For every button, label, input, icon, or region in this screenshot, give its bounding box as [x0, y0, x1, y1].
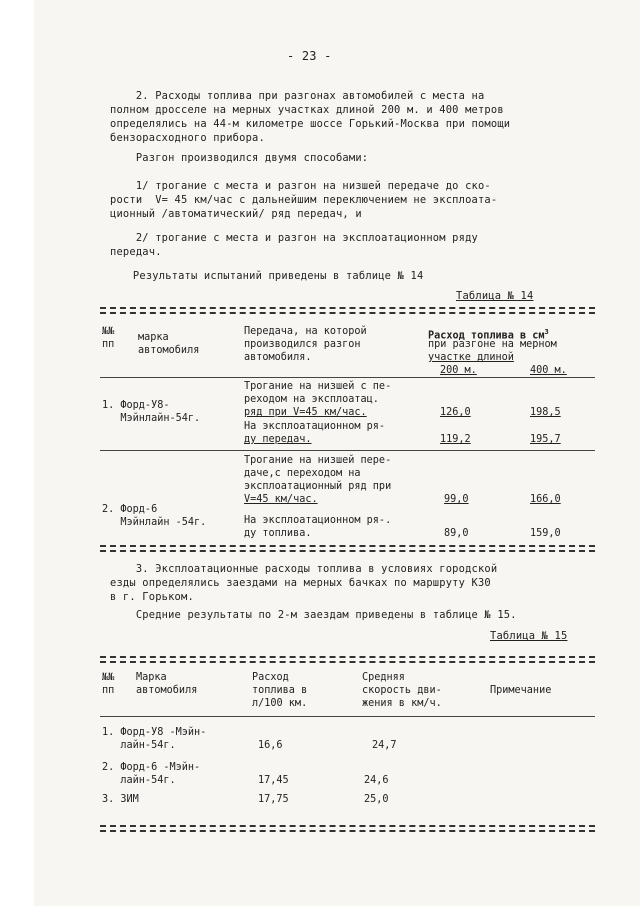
table-rule — [100, 450, 595, 451]
row-brand: 3. ЗИМ — [102, 794, 139, 805]
table-rule — [100, 825, 595, 827]
row-gear: V=45 км/час. — [244, 494, 318, 505]
text-line: бензорасходного прибора. — [110, 132, 265, 144]
table-rule — [100, 716, 595, 717]
row-gear: ду топлива. — [244, 528, 312, 539]
value-speed: 24,6 — [364, 775, 389, 786]
header-fuel: участке длиной — [428, 352, 514, 363]
header-speed: скорость дви- — [362, 685, 442, 696]
table-rule — [100, 307, 595, 309]
header-brand: автомобиля — [138, 345, 200, 356]
row-gear: На эксплоатационном ря-. — [244, 515, 392, 526]
value-speed: 25,0 — [364, 794, 389, 805]
value-speed: 24,7 — [372, 740, 397, 751]
header-brand: автомобиля — [136, 685, 198, 696]
header-gear: автомобиля. — [244, 352, 312, 363]
text-line: определялись на 44-м километре шоссе Горький-Москва при помощи — [110, 118, 511, 130]
table-14-caption: Таблица № 14 — [456, 290, 534, 302]
text-line: ционный /автоматический/ ряд передач, и — [110, 208, 362, 220]
row-gear: Трогание на низшей пере- — [244, 455, 392, 466]
table-rule — [100, 545, 595, 547]
row-brand: 1. Форд-У8 -Мэйн- — [102, 727, 207, 738]
value-fuel: 17,75 — [258, 794, 289, 805]
row-gear: ду передач. — [244, 434, 312, 445]
row-brand: 2. Форд-6 — [102, 504, 158, 515]
row-gear: эксплоатационный ряд при — [244, 481, 392, 492]
text-line: 2/ трогание с места и разгон на эксплоатационном ряду — [110, 232, 478, 244]
value-fuel: 16,6 — [258, 740, 283, 751]
value-200m: 89,0 — [444, 528, 469, 539]
header-note: Примечание — [490, 685, 552, 696]
header-fuel: при разгоне на мерном — [428, 339, 557, 350]
results-intro: Результаты испытаний приведены в таблице № 14 — [120, 270, 424, 282]
header-200m: 200 м. — [440, 365, 477, 376]
table-rule — [100, 312, 595, 314]
text-line: в г. Горьком. — [110, 591, 194, 603]
text-line: 3. Эксплоатационные расходы топлива в условиях городской — [110, 563, 498, 575]
header-gear: Передача, на которой — [244, 326, 367, 337]
ways-intro: Разгон производился двумя способами: — [110, 152, 369, 164]
value-400m: 195,7 — [530, 434, 561, 445]
text-line: передач. — [110, 246, 162, 258]
header-speed: Средняя — [362, 672, 405, 683]
row-brand: лайн-54г. — [102, 775, 176, 786]
value-200m: 119,2 — [440, 434, 471, 445]
header-fuel: топлива в — [252, 685, 308, 696]
header-num: №№ — [102, 326, 115, 337]
row-gear: ряд при V=45 км/час. — [244, 407, 367, 418]
header-num: пп — [102, 339, 115, 350]
value-400m: 198,5 — [530, 407, 561, 418]
table-rule — [100, 830, 595, 832]
text-line: 2. Расходы топлива при разгонах автомобилей с места на — [110, 90, 485, 102]
header-fuel: Расход — [252, 672, 289, 683]
row-brand: Мэйнлайн-54г. — [102, 413, 201, 424]
header-fuel: Расход топлива в $см^3$ — [428, 328, 549, 342]
header-gear: производился разгон — [244, 339, 361, 350]
row-brand: Мэйнлайн -54г. — [102, 517, 207, 528]
table-rule — [100, 377, 595, 378]
value-400m: 159,0 — [530, 528, 561, 539]
page-number: - 23 - — [287, 49, 332, 63]
text-line: 1/ трогание с места и разгон на низшей передаче до ско- — [110, 180, 491, 192]
scan-margin — [0, 0, 34, 906]
header-speed: жения в км/ч. — [362, 698, 442, 709]
value-200m: 126,0 — [440, 407, 471, 418]
header-400m: 400 м. — [530, 365, 567, 376]
table-rule — [100, 656, 595, 658]
header-fuel: л/100 км. — [252, 698, 308, 709]
row-brand: 1. Форд-У8- — [102, 400, 170, 411]
header-brand: Марка — [136, 672, 167, 683]
row-gear: даче,с переходом на — [244, 468, 361, 479]
header-brand: марка — [138, 332, 169, 343]
value-400m: 166,0 — [530, 494, 561, 505]
row-brand: лайн-54г. — [102, 740, 176, 751]
row-gear: Трогание на низшей с пе- — [244, 381, 392, 392]
header-num: №№ — [102, 672, 115, 683]
row-gear: На эксплоатационном ря- — [244, 421, 386, 432]
table-rule — [100, 661, 595, 663]
text-line: езды определялись заездами на мерных бачках по маршруту К30 — [110, 577, 491, 589]
table-15-caption: Таблица № 15 — [490, 630, 568, 642]
row-gear: реходом на эксплоатац. — [244, 394, 379, 405]
value-200m: 99,0 — [444, 494, 469, 505]
table-rule — [100, 550, 595, 552]
text-line: рости V= 45 км/час с дальнейшим переключением не эксплоата- — [110, 194, 498, 206]
value-fuel: 17,45 — [258, 775, 289, 786]
header-num: пп — [102, 685, 115, 696]
text-line: полном дросселе на мерных участках длиной 200 м. и 400 метров — [110, 104, 504, 116]
averages-intro: Средние результаты по 2-м заездам приведены в таблице № 15. — [110, 609, 517, 621]
row-brand: 2. Форд-6 -Мэйн- — [102, 762, 201, 773]
